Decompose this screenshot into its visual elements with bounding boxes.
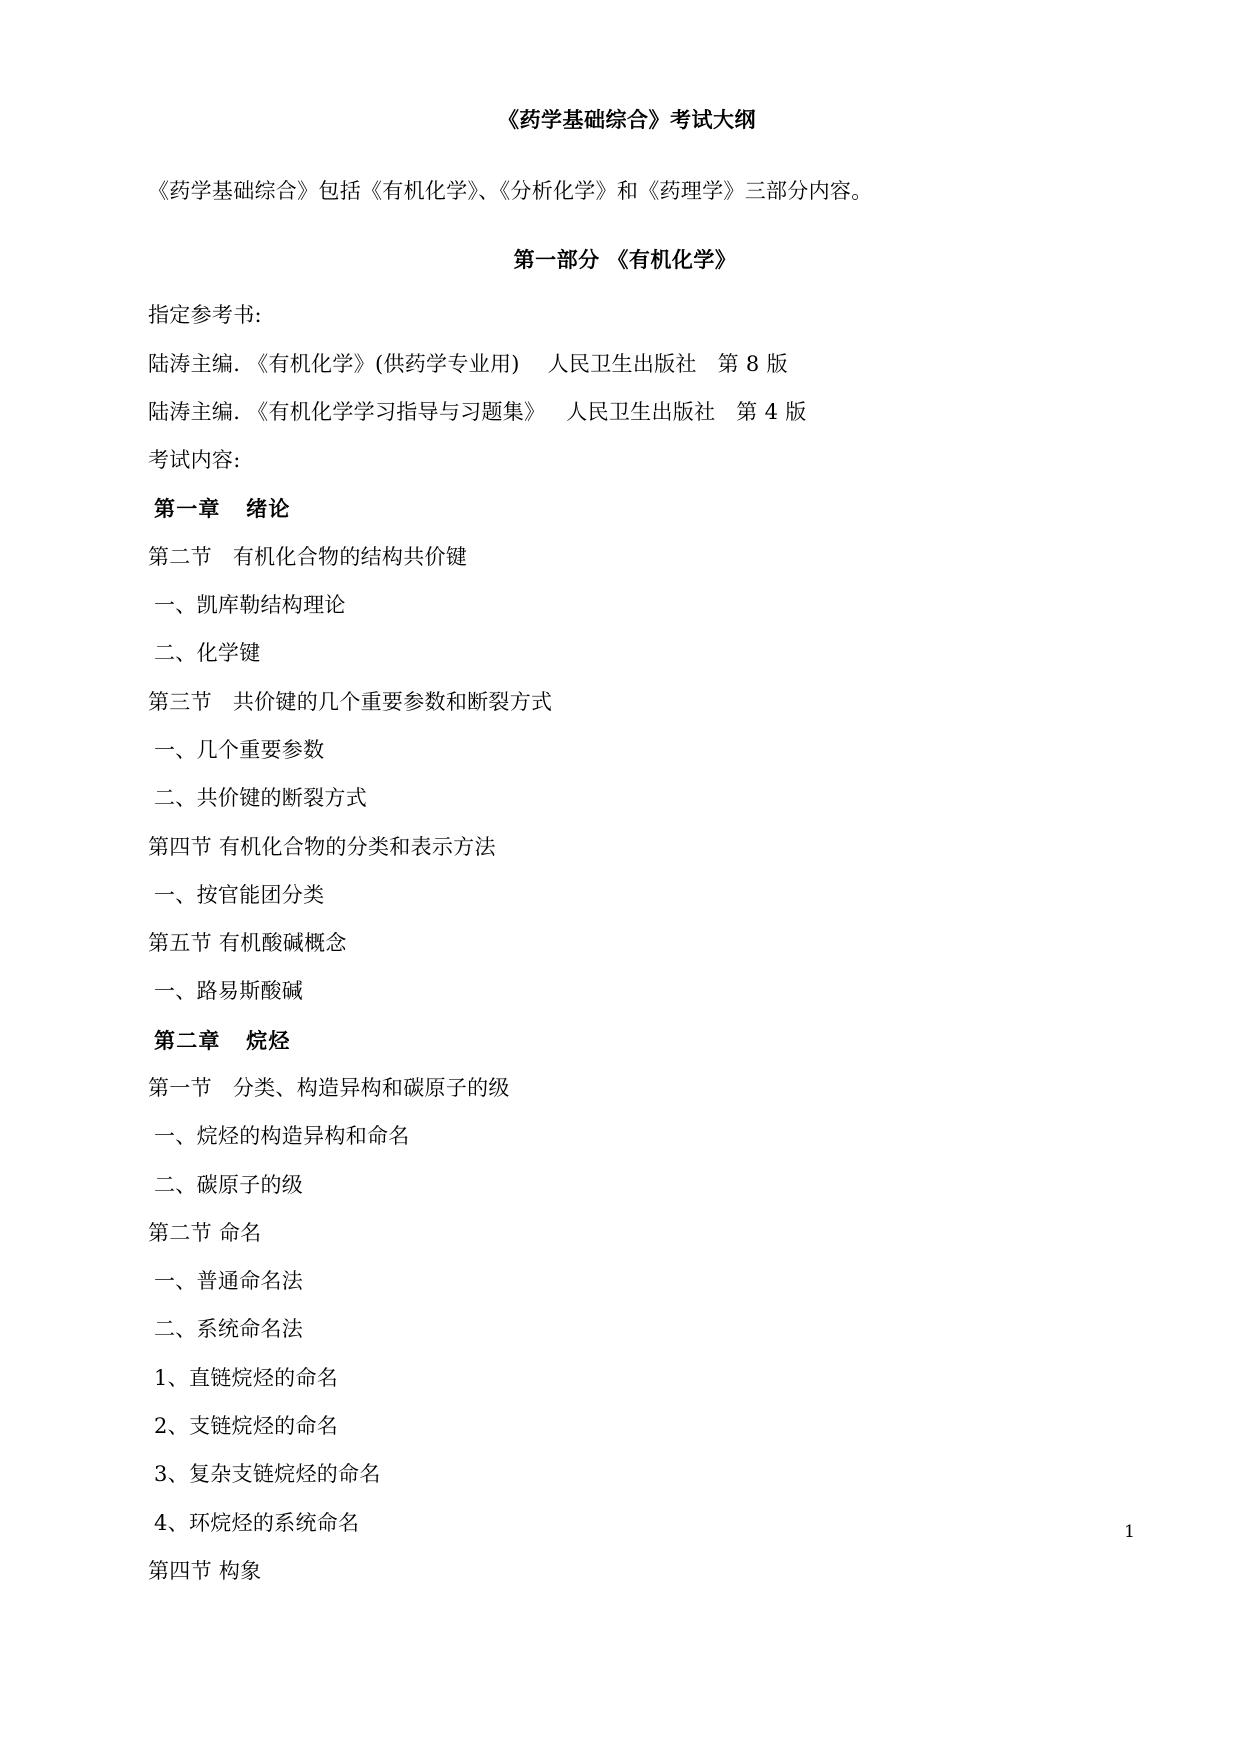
content-label: 考试内容:: [148, 448, 241, 473]
reference-item-1: 陆涛主编. 《有机化学》(供药学专业用) 人民卫生出版社 第 8 版: [148, 351, 788, 376]
outline-item: 一、普通命名法: [154, 1269, 304, 1294]
outline-section: 第二节 命名: [148, 1220, 262, 1245]
outline-item: 二、化学键: [154, 641, 261, 666]
outline-item: 一、烷烃的构造异构和命名: [154, 1124, 410, 1149]
outline-item: 一、凯库勒结构理论: [154, 593, 346, 618]
outline-item: 二、碳原子的级: [154, 1172, 304, 1197]
page-number: 1: [1124, 1522, 1135, 1542]
outline-item: 一、路易斯酸碱: [154, 979, 304, 1004]
reference-item-2: 陆涛主编. 《有机化学学习指导与习题集》 人民卫生出版社 第 4 版: [148, 399, 807, 424]
outline-section: 第四节 有机化合物的分类和表示方法: [148, 834, 496, 859]
outline-section: 第四节 构象: [148, 1558, 262, 1583]
reference-label: 指定参考书:: [148, 303, 262, 328]
outline-item: 1、直链烷烃的命名: [154, 1365, 339, 1390]
outline-section: 第二节 有机化合物的结构共价键: [148, 544, 468, 569]
outline-item: 2、支链烷烃的命名: [154, 1414, 339, 1439]
outline-section: 第一节 分类、构造异构和碳原子的级: [148, 1076, 510, 1100]
outline-item: 一、按官能团分类: [154, 882, 325, 907]
outline-item: 二、共价键的断裂方式: [154, 786, 367, 811]
page-title: 《药学基础综合》考试大纲: [498, 107, 756, 132]
document-body: [148, 104, 1092, 1606]
intro-paragraph: 《药学基础综合》包括《有机化学》、《分析化学》和《药理学》三部分内容。: [148, 179, 873, 203]
outline-item: 4、环烷烃的系统命名: [154, 1510, 360, 1535]
outline-item: 3、复杂支链烷烃的命名: [154, 1462, 381, 1487]
outline-section: 第五节 有机酸碱概念: [148, 931, 347, 956]
outline-section: 第三节 共价键的几个重要参数和断裂方式: [148, 689, 553, 714]
outline-chapter: 第二章 烷烃: [154, 1027, 291, 1053]
part-heading: 第一部分 《有机化学》: [513, 247, 737, 273]
outline-item: 二、系统命名法: [154, 1317, 304, 1342]
outline-item: 一、几个重要参数: [154, 737, 325, 762]
outline-chapter: 第一章 绪论: [154, 496, 291, 522]
